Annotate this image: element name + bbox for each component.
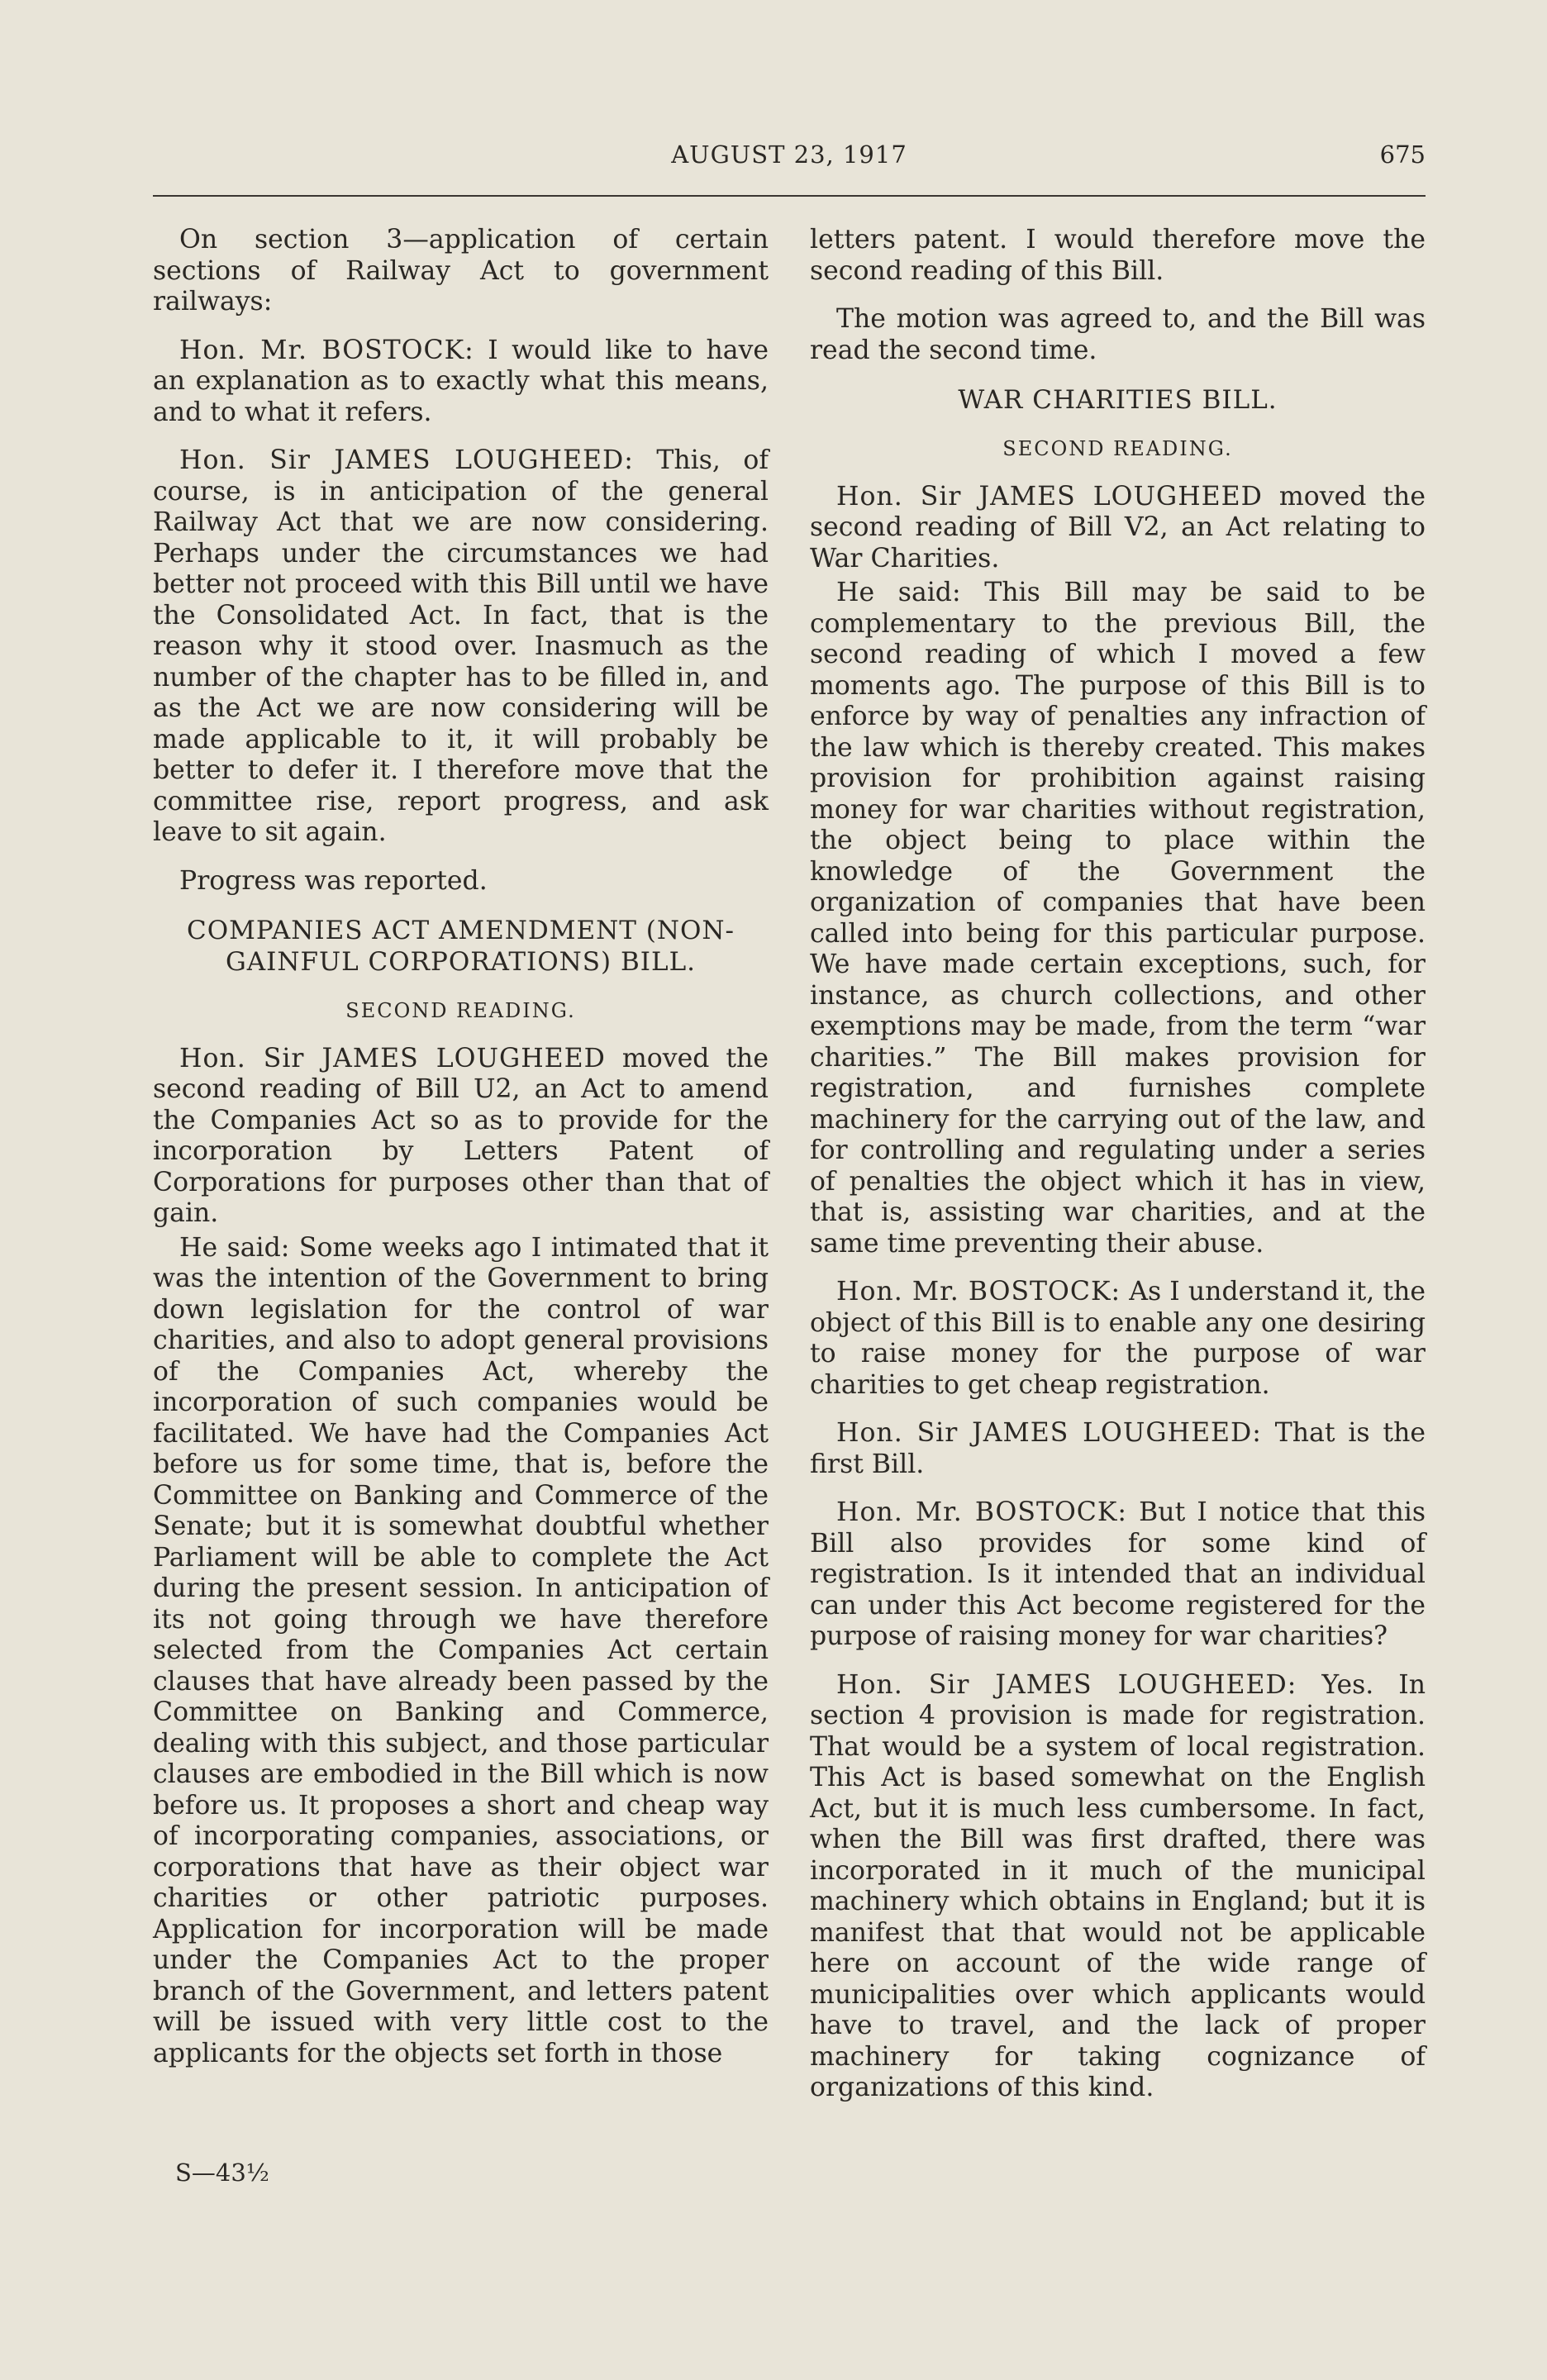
page-header xyxy=(153,140,1426,182)
bill-title-companies: COMPANIES ACT AMENDMENT (NON-GAINFUL CORPORATIONS) BILL. xyxy=(186,916,735,977)
paragraph-section-3: On section 3—application of certain sections of Railway Act to government railways: xyxy=(153,225,769,317)
paragraph-motion-u2 xyxy=(153,1044,769,1230)
speaker-name: Hon. Mr. BOSTOCK: xyxy=(836,1497,1128,1527)
page-number: 675 xyxy=(1379,140,1426,169)
left-column xyxy=(153,225,769,2087)
speech-text: But I notice that this Bill also provides for some kind of registration. Is it intended that an individual can under this Act become registered for the purpose of raising money for war charities? xyxy=(810,1497,1426,1651)
speech-text: Yes. In section 4 provision is made for registration. That would be a system of local registration. This Act is based somewhat on the English Act, but it is much less cumbersome. In fact, when the Bill was first drafted, there was incorporated in it much of the municipal machinery which obtains in England; but it is manifest that that would not be applicable here on account of the wide range of municipalities over which applicants would have to travel, and the lack of proper machinery for taking cognizance of organizations of this kind. xyxy=(810,1669,1426,2102)
paragraph-bostock-question xyxy=(153,336,769,429)
paragraph-bostock-notice xyxy=(810,1497,1426,1653)
header-date: AUGUST 23, 1917 xyxy=(671,140,907,169)
right-column xyxy=(810,225,1426,2121)
speaker-name: Hon. Mr. BOSTOCK: xyxy=(836,1277,1121,1307)
speech-text: moved the second reading of Bill U2, an Act to amend the Companies Act so as to provide for the incorporation by Letters Patent of Corporations for purposes other than that of gain. xyxy=(153,1043,769,1228)
paragraph-motion-v2 xyxy=(810,482,1426,575)
speaker-name: Hon. Sir JAMES LOUGHEED xyxy=(836,481,1263,512)
speaker-name: Hon. Sir JAMES LOUGHEED xyxy=(179,1043,606,1073)
paragraph-bostock-understand xyxy=(810,1277,1426,1401)
speech-text: moved the second reading of Bill V2, an Act relating to War Charities. xyxy=(810,481,1426,574)
speech-text: That is the first Bill. xyxy=(810,1418,1426,1479)
second-reading-heading: SECOND READING. xyxy=(1002,437,1233,460)
paragraph-lougheed-yes xyxy=(810,1670,1426,2104)
paragraph-continuation: letters patent. I would therefore move the second reading of this Bill. xyxy=(810,225,1426,286)
speech-text: As I understand it, the object of this Bill is to enable any one desiring to raise money for the purpose of war charities to get cheap registration. xyxy=(810,1277,1426,1400)
paragraph-lougheed-first-bill xyxy=(810,1418,1426,1480)
speech-text: I would like to have an explanation as to exactly what this means, and to what it refers. xyxy=(153,335,769,427)
second-reading-heading: SECOND READING. xyxy=(345,999,576,1022)
bill-title-war-charities: WAR CHARITIES BILL. xyxy=(958,385,1278,415)
paragraph-lougheed-reply xyxy=(153,445,769,849)
paragraph-lougheed-speech: He said: This Bill may be said to be complementary to the previous Bill, the second reading of which I moved a few moments ago. The purpose of this Bill is to enforce by way of penalties any infraction of the law which is thereby created. This makes provision for prohibition against raising money for war charities without registration, the object being to place within the knowledge of the Government the organization of companies that have been called into being for this particular purpose. We have made certain exceptions, such, for instance, as church collections, and other exemptions may be made, from the term “war charities.” The Bill makes provision for registration, and furnishes complete machinery for the carrying out of the law, and for controlling and regulating under a series of penalties the object which it has in view, that is, assisting war charities, and at the same time preventing their abuse. xyxy=(810,578,1426,1259)
speaker-name: Hon. Sir JAMES LOUGHEED: xyxy=(179,445,634,475)
signature-mark: S—43½ xyxy=(175,2159,269,2187)
speaker-name: Hon. Sir JAMES LOUGHEED: xyxy=(836,1669,1297,1700)
speaker-name: Hon. Mr. BOSTOCK: xyxy=(179,335,474,365)
paragraph-lougheed-speech: He said: Some weeks ago I intimated that it was the intention of the Government to bring down legislation for the control of war charities, and also to adopt general provisions of the Companies Act, whereby the incorporation of such companies would be facilitated. We have had the Companies Act before us for some time, that is, before the Committee on Banking and Commerce of the Senate; but it is somewhat doubtful whether Parliament will be able to complete the Act during the present session. In anticipation of its not going through we have therefore selected from the Companies Act certain clauses that have already been passed by the Committee on Banking and Commerce, dealing with this subject, and those particular clauses are embodied in the Bill which is now before us. It proposes a short and cheap way of incorporating companies, associations, or corporations that have as their object war charities or other patriotic purposes. Application for incorporation will be made under the Companies Act to the proper branch of the Government, and letters patent will be issued with very little cost to the applicants for the objects set forth in those xyxy=(153,1232,769,2068)
speech-text: This, of course, is in anticipation of the general Railway Act that we are now considering. Perhaps under the circumstances we had better not proceed with this Bill until we have the Consolidated Act. In fact, that is the reason why it stood over. Inasmuch as the number of the chapter has to be filled in, and as the Act we are now considering will be made applicable to it, it will probably be better to defer it. I therefore move that the committee rise, report progress, and ask leave to sit again. xyxy=(153,445,769,847)
header-rule xyxy=(153,195,1426,197)
paragraph-motion-agreed: The motion was agreed to, and the Bill was read the second time. xyxy=(810,304,1426,365)
speaker-name: Hon. Sir JAMES LOUGHEED: xyxy=(836,1418,1262,1448)
paragraph-progress: Progress was reported. xyxy=(179,865,488,896)
